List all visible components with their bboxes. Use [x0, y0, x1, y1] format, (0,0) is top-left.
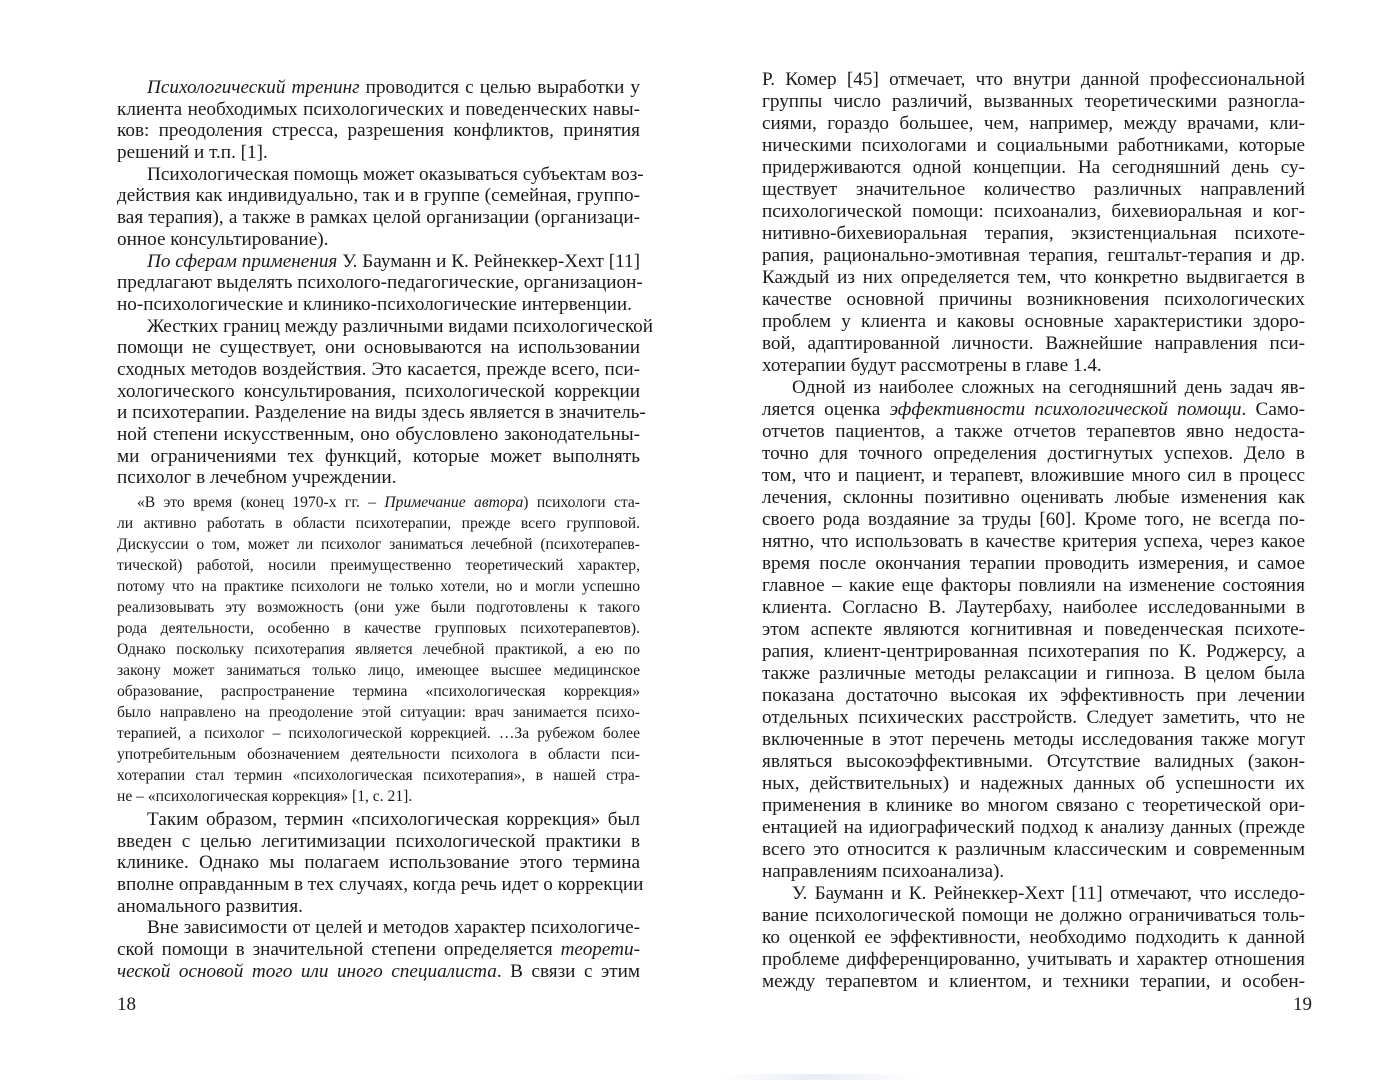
- text-segment: рапия, клиент-центрированная психотерапия по К. Роджерсу, а: [762, 641, 1305, 662]
- text-line: [762, 729, 1305, 751]
- text-line: [117, 765, 640, 786]
- text-segment: ков: преодоления стресса, разрешения конфликтов, принятия: [117, 120, 640, 142]
- right-page: [690, 0, 1380, 1080]
- text-segment: У. Бауманн и К. Рейнеккер-Хехт [11]: [337, 250, 641, 272]
- text-line: [762, 707, 1305, 729]
- text-line: [117, 639, 640, 660]
- text-segment: . Само-: [1241, 399, 1305, 420]
- text-line: [762, 597, 1305, 619]
- text-line: [762, 465, 1305, 487]
- text-segment: направлениям психоанализа).: [762, 861, 1005, 882]
- text-segment: . В связи с этим: [496, 960, 640, 982]
- text-segment: Вне зависимости от целей и методов характер психологиче-: [147, 917, 640, 939]
- text-line: [117, 359, 640, 381]
- text-segment: том, что и пациент, и терапевт, вложившие много сил в процесс: [762, 465, 1305, 486]
- text-segment: этом аспекте являются когнитивная и поведенческая психоте-: [762, 619, 1305, 640]
- text-segment: вание психологической помощи не должно ограничиваться толь-: [762, 905, 1305, 926]
- text-segment: ентацией на идиографический подход к анализу данных (прежде: [762, 817, 1305, 838]
- text-segment: ществует значительное количество различных направлений: [762, 179, 1305, 200]
- body-text-bottom: [117, 809, 644, 983]
- text-line: [117, 786, 640, 807]
- text-line: [117, 163, 644, 186]
- text-segment: нитивно-бихевиоральная терапия, экзистенциальная психоте-: [762, 223, 1305, 244]
- italic-text: Психологический тренинг: [147, 77, 360, 98]
- text-segment: вой, адаптированной личности. Важнейшие направления пси-: [762, 333, 1305, 354]
- text-line: [117, 702, 640, 723]
- text-line: [117, 337, 640, 359]
- text-segment: отчетов пациентов, а также отчетов терапевтов явно недоста-: [762, 421, 1305, 442]
- text-segment: закону может заниматься только лицо, имеющее высшее медицинское: [117, 662, 640, 679]
- text-line: [762, 443, 1305, 465]
- text-segment: реализовывать эту возможность (они уже были подготовлены к такого: [117, 599, 640, 616]
- text-line: [762, 377, 1305, 399]
- text-segment: Каждый из них определяется тем, что конкретно выдвигается в: [762, 267, 1305, 288]
- text-line: [117, 831, 640, 853]
- text-segment: употребительным обозначением деятельности психолога в области пси-: [117, 746, 640, 763]
- text-segment: проблем у клиента и каковы основные характеристики здоро-: [762, 311, 1305, 332]
- text-line: [762, 91, 1305, 113]
- text-segment: хотерапии будут рассмотрены в главе 1.4.: [762, 355, 1102, 376]
- text-line: [762, 531, 1305, 553]
- text-segment: хологического консультирования, психологической коррекции: [117, 380, 640, 402]
- text-line: [117, 381, 640, 403]
- text-segment: ной степени искусственным, оно обусловлено законодательны-: [117, 424, 640, 445]
- italic-text: По сферам применения: [147, 250, 338, 272]
- text-segment: аномального развития.: [117, 895, 303, 917]
- text-segment: психолог в лечебном учреждении.: [117, 467, 397, 489]
- text-segment: время после окончания терапии проводить измерения, и самое: [762, 553, 1305, 574]
- text-segment: лечения, склонны позитивно оценивать любые изменения как: [762, 487, 1305, 508]
- text-line: [117, 467, 640, 489]
- text-line: [117, 77, 640, 99]
- text-segment: отдельных психических расстройств. Следует заметить, что не: [762, 707, 1305, 728]
- text-line: [762, 113, 1305, 135]
- text-segment: качестве основной причины возникновения психологических: [762, 289, 1305, 310]
- text-segment: сиями, гораздо большее, чем, например, между врачами, кли-: [762, 113, 1305, 134]
- text-line: [762, 487, 1305, 509]
- text-line: [117, 809, 640, 831]
- text-segment: точно для точного определения достигнутых успехов. Дело в: [762, 443, 1305, 464]
- text-segment: онное консультирование).: [117, 228, 329, 250]
- page-number-right: 19: [1293, 994, 1312, 1015]
- text-segment: «В это время (конец 1970-х гг. –: [137, 494, 385, 511]
- text-line: [762, 69, 1305, 91]
- text-line: [117, 424, 640, 446]
- text-line: [117, 681, 640, 702]
- scan-shadow: [718, 1074, 918, 1080]
- text-segment: клинике. Однако мы полагаем использование этого термина: [117, 852, 640, 874]
- text-line: [762, 773, 1305, 795]
- text-segment: ) психологи ста-: [523, 494, 640, 511]
- text-line: [117, 513, 640, 534]
- text-segment: рапия, рационально-эмотивная терапия, гештальт-терапия и др.: [762, 245, 1305, 266]
- text-line: [762, 927, 1305, 949]
- text-line: [762, 267, 1305, 289]
- text-line: [117, 597, 640, 618]
- text-line: [762, 355, 1305, 377]
- text-segment: вполне оправданным в тех случаях, когда речь идет о коррекции: [117, 874, 644, 896]
- text-segment: хотерапии стал термин «психологическая психотерапия», в нашей стра-: [117, 767, 640, 784]
- text-line: [117, 446, 640, 468]
- text-line: [117, 294, 640, 316]
- text-line: [762, 245, 1305, 267]
- text-segment: потому что на практике психологи не только хотели, но и могли успешно: [117, 578, 640, 595]
- text-line: [762, 179, 1305, 201]
- text-line: [117, 229, 640, 251]
- text-line: [762, 795, 1305, 817]
- italic-text: теорети-: [560, 939, 640, 961]
- text-line: [117, 402, 646, 424]
- text-segment: Р. Комер [45] отмечает, что внутри данной профессиональной: [762, 69, 1305, 90]
- text-segment: проблеме дифференцированно, учитывать и характер отношения: [762, 949, 1305, 970]
- text-line: [762, 883, 1305, 905]
- text-line: [117, 618, 640, 639]
- text-segment: тической) работой, носили преимущественно теоретический характер,: [117, 557, 640, 574]
- text-line: [117, 492, 640, 513]
- text-segment: Дискуссии о том, может ли психолог заниматься лечебной (психотерапев-: [117, 536, 640, 553]
- text-segment: и психотерапии. Разделение на виды здесь является в значитель-: [117, 402, 646, 424]
- text-segment: своего рода воздаяние за труды [60]. Кроме того, не всегда по-: [762, 509, 1305, 530]
- text-segment: ляется оценка: [762, 399, 890, 420]
- text-segment: также различные методы релаксации и гипноза. В целом была: [762, 663, 1305, 684]
- text-segment: Психологическая помощь может оказываться субъектам воз-: [147, 163, 644, 185]
- text-line: [117, 120, 640, 142]
- text-segment: было направлено на преодоление этой ситуации: врач занимается психо-: [117, 704, 640, 721]
- text-segment: Одной из наиболее сложных на сегодняшний день задач яв-: [792, 377, 1305, 398]
- text-segment: ской помощи в значительной степени определяется: [117, 939, 561, 961]
- text-segment: ных, действительных) и надежных данных об успешности их: [762, 773, 1305, 794]
- text-segment: У. Бауманн и К. Рейнеккер-Хехт [11] отмечают, что исследо-: [792, 883, 1305, 904]
- text-line: [117, 852, 640, 874]
- text-segment: Жестких границ между различными видами психологической: [147, 315, 654, 337]
- text-line: [762, 575, 1305, 597]
- text-line: [117, 660, 640, 681]
- text-line: [117, 723, 640, 744]
- text-segment: но-психологические и клинико-психологические интервенции.: [117, 293, 632, 315]
- text-segment: ническими психологами и социальными работниками, которые: [762, 135, 1305, 156]
- text-segment: рода деятельности, особенно в качестве групповых психотерапевтов).: [117, 620, 640, 637]
- text-segment: придерживаются одной концепции. На сегодняшний день су-: [762, 157, 1305, 178]
- text-line: [762, 311, 1305, 333]
- text-segment: вая терапия), а также в рамках целой организации (организаци-: [117, 207, 640, 229]
- italic-text: Примечание автора: [384, 494, 524, 511]
- text-segment: не – «психологическая коррекция» [1, с. 21].: [117, 788, 413, 805]
- italic-text: ческой основой того или иного специалиста: [117, 960, 497, 982]
- text-line: [762, 839, 1305, 861]
- text-line: [117, 555, 640, 576]
- text-segment: Однако поскольку психотерапия является лечебной практикой, а ею по: [117, 641, 640, 658]
- text-segment: ми ограничениями тех функций, которые может выполнять: [117, 445, 640, 467]
- text-segment: Таким образом, термин «психологическая коррекция» был: [147, 809, 640, 830]
- text-segment: включенные в этот перечень методы исследования также могут: [762, 729, 1305, 750]
- text-line: [117, 272, 643, 294]
- text-line: [762, 663, 1305, 685]
- text-segment: между терапевтом и клиентом, и техники терапии, и особен-: [762, 971, 1305, 992]
- body-text: [762, 69, 1305, 993]
- text-segment: введен с целью легитимизации психологической практики в: [117, 830, 640, 852]
- text-segment: психологической помощи: психоанализ, бихевиоральная и ког-: [762, 201, 1305, 222]
- text-segment: показана достаточно высокая их эффективность при лечении: [762, 685, 1305, 706]
- text-line: [117, 874, 644, 896]
- text-line: [762, 399, 1305, 421]
- text-segment: являться высокоэффективными. Отсутствие валидных (закон-: [762, 751, 1305, 772]
- text-line: [762, 949, 1305, 971]
- text-line: [762, 971, 1305, 993]
- text-segment: всего это относится к различным классическим и современным: [762, 839, 1305, 860]
- body-text-top: [117, 77, 654, 489]
- text-line: [117, 534, 640, 555]
- text-line: [762, 135, 1305, 157]
- text-segment: действия как индивидуально, так и в группе (семейная, группо-: [117, 185, 640, 207]
- italic-text: эффективности психологической помощи: [889, 399, 1242, 420]
- text-line: [117, 917, 640, 939]
- block-quote: [117, 492, 640, 807]
- text-segment: применения в клинике во многом связано с теоретической ори-: [762, 795, 1305, 816]
- text-segment: терапией, а психолог – психологической коррекцией. …За рубежом более: [117, 725, 640, 742]
- text-line: [762, 685, 1305, 707]
- text-line: [762, 223, 1305, 245]
- text-segment: клиента необходимых психологических и поведенческих навы-: [117, 98, 640, 120]
- text-line: [117, 576, 640, 597]
- text-segment: сходных методов воздействия. Это касается, прежде всего, пси-: [117, 358, 640, 380]
- text-segment: помощи не существует, они основываются на использовании: [117, 337, 640, 359]
- text-segment: решений и т.п. [1].: [117, 142, 268, 164]
- text-line: [762, 619, 1305, 641]
- text-line: [762, 751, 1305, 773]
- text-segment: ли активно работать в области психотерапии, прежде всего групповой.: [117, 515, 640, 532]
- text-line: [117, 142, 640, 164]
- text-segment: клиента. Согласно В. Лаутербаху, наиболее исследованными в: [762, 597, 1305, 618]
- text-line: [117, 207, 640, 229]
- text-segment: нятно, что использовать в качестве критерия успеха, через какое: [762, 531, 1305, 552]
- text-segment: главное – какие еще факторы повлияли на изменение состояния: [762, 575, 1305, 596]
- text-segment: проводится с целью выработки у: [359, 77, 640, 98]
- text-line: [762, 905, 1305, 927]
- text-segment: ко оценкой ее эффективности, необходимо подходить к данной: [762, 927, 1305, 948]
- text-line: [762, 201, 1305, 223]
- text-line: [117, 896, 640, 918]
- text-line: [117, 99, 640, 121]
- text-line: [762, 333, 1305, 355]
- page-number-left: 18: [117, 994, 136, 1015]
- text-line: [762, 861, 1305, 883]
- text-line: [117, 185, 640, 207]
- text-line: [762, 421, 1305, 443]
- text-line: [762, 553, 1305, 575]
- text-line: [762, 641, 1305, 663]
- text-line: [117, 961, 640, 983]
- text-line: [117, 251, 640, 273]
- text-line: [762, 509, 1305, 531]
- text-segment: образование, распространение термина «психологическая коррекция»: [117, 683, 640, 700]
- text-line: [117, 744, 640, 765]
- text-line: [762, 817, 1305, 839]
- text-line: [117, 939, 640, 961]
- text-line: [762, 157, 1305, 179]
- text-segment: предлагают выделять психолого-педагогические, организацион-: [117, 272, 643, 294]
- text-line: [117, 315, 654, 338]
- text-segment: группы число различий, вызванных теоретическими разногла-: [762, 91, 1305, 112]
- text-line: [762, 289, 1305, 311]
